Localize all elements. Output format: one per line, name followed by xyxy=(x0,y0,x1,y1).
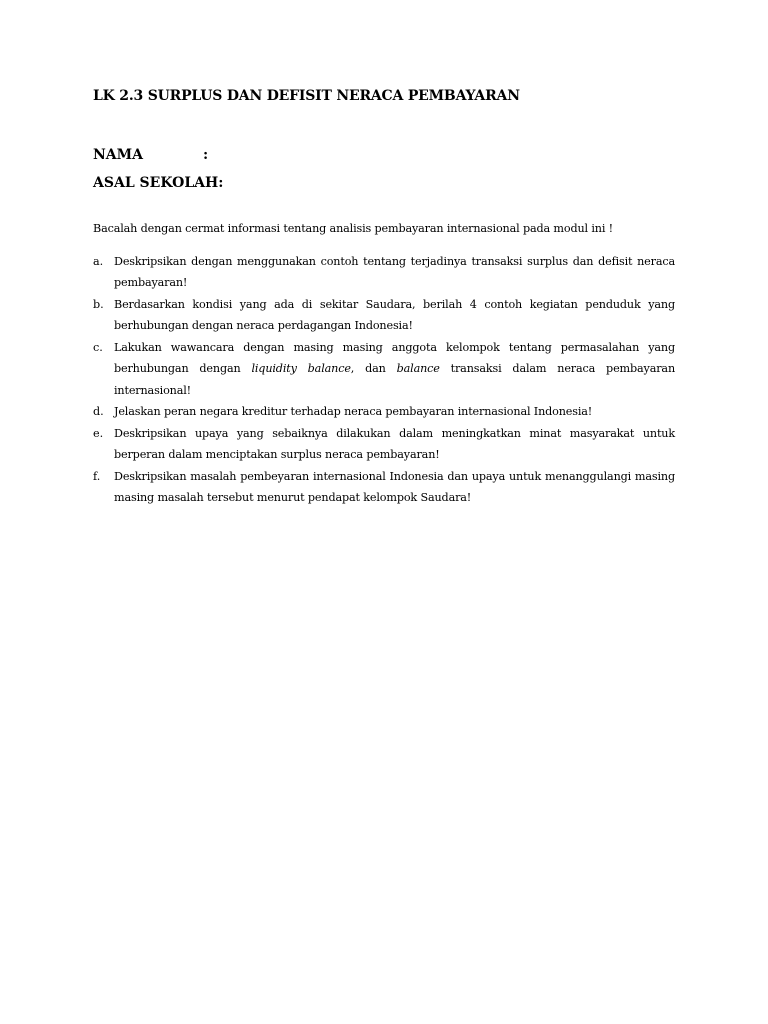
task-item-b xyxy=(93,294,675,337)
task-item-a xyxy=(93,251,675,294)
task-text-part: , dan xyxy=(350,362,397,376)
task-text: Deskripsikan masalah pembeyaran internasional Indonesia dan upaya untuk menanggulangi masing masing masalah tersebut menurut pendapat kelompok Saudara! xyxy=(114,469,675,505)
task-item-c xyxy=(93,337,675,402)
worksheet-title: LK 2.3 SURPLUS DAN DEFISIT NERACA PEMBAYARAN xyxy=(93,88,520,104)
italic-term-balance: balance xyxy=(396,362,440,376)
task-item-e xyxy=(93,423,675,466)
task-text-part: transaksi dalam neraca pembayaran internasional! xyxy=(114,362,675,397)
task-text xyxy=(114,337,675,402)
task-text: Deskripsikan dengan menggunakan contoh tentang terjadinya transaksi surplus dan defisit neraca pembayaran! xyxy=(114,254,675,290)
task-text: Deskripsikan upaya yang sebaiknya dilakukan dalam meningkatkan minat masyarakat untuk berperan dalam menciptakan surplus neraca pembayaran! xyxy=(114,426,675,462)
task-marker: c. xyxy=(93,340,103,354)
task-item-d xyxy=(93,401,675,423)
name-field-row xyxy=(93,145,675,173)
italic-term-liquidity-balance: liquidity balance xyxy=(251,362,351,376)
instruction-intro: Bacalah dengan cermat informasi tentang analisis pembayaran internasional pada modul ini ! xyxy=(93,222,614,235)
task-item-f xyxy=(93,466,675,509)
task-text: Jelaskan peran negara kreditur terhadap neraca pembayaran internasional Indonesia! xyxy=(114,405,593,419)
task-marker: f. xyxy=(93,469,101,483)
task-marker: a. xyxy=(93,254,104,268)
task-list xyxy=(93,251,675,509)
task-marker: d. xyxy=(93,405,104,419)
name-field-label: NAMA xyxy=(93,147,144,163)
worksheet-page xyxy=(93,86,675,509)
school-field-label: ASAL SEKOLAH: xyxy=(93,175,224,191)
task-marker: e. xyxy=(93,426,104,440)
task-text-part: Lakukan wawancara dengan masing masing anggota kelompok tentang permasalahan yang berhubungan dengan xyxy=(114,340,675,376)
name-field-colon: : xyxy=(203,147,209,163)
school-field-row xyxy=(93,173,675,201)
task-marker: b. xyxy=(93,297,104,311)
task-text: Berdasarkan kondisi yang ada di sekitar Saudara, berilah 4 contoh kegiatan penduduk yang berhubungan dengan neraca perdagangan Indonesia! xyxy=(114,297,675,333)
student-info-fields xyxy=(93,145,675,201)
